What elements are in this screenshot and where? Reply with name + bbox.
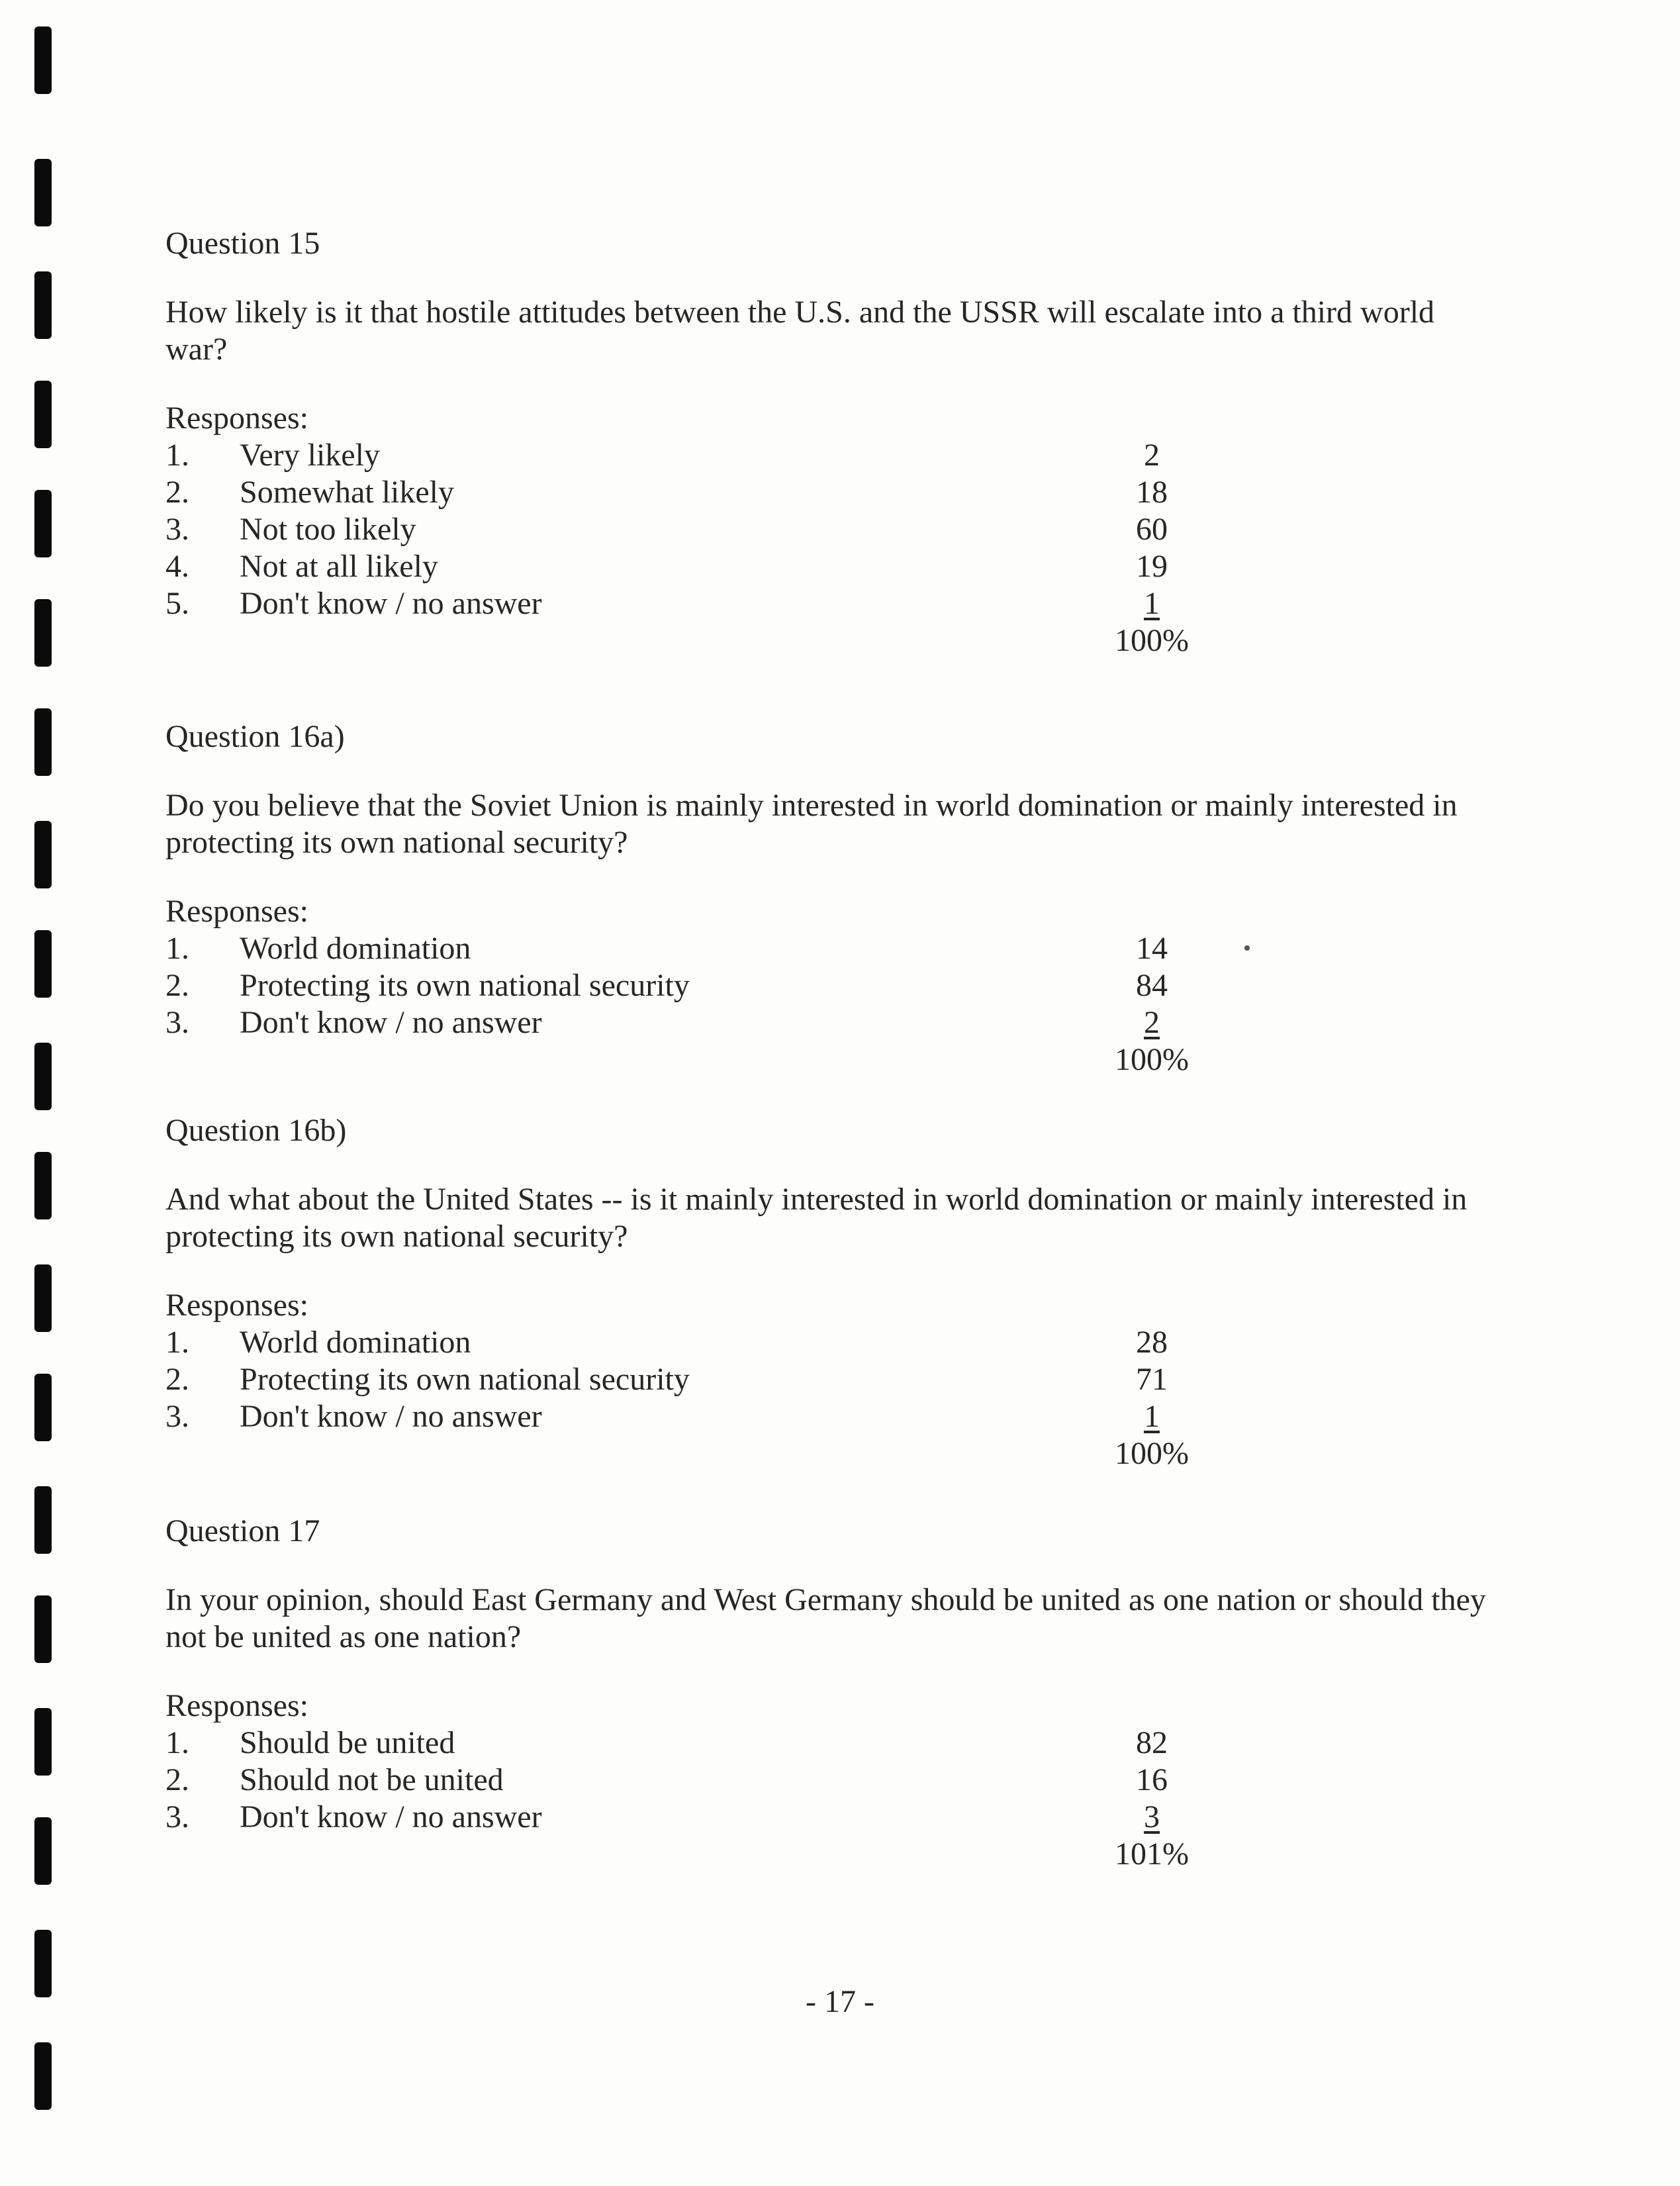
binder-hole: [34, 159, 52, 226]
response-percent: 1: [1144, 586, 1160, 621]
responses-label: Responses:: [165, 1688, 308, 1723]
response-number: 1.: [165, 438, 189, 473]
response-row: [165, 511, 1489, 548]
binder-holes: [34, 0, 61, 2186]
binder-hole: [34, 1264, 52, 1332]
binder-hole: [34, 1817, 52, 1885]
question-text: In your opinion, should East Germany and West Germany should be united as one nation or should they not be united as one nation?: [165, 1582, 1486, 1654]
binder-hole: [34, 821, 52, 888]
response-row: [165, 1398, 1489, 1435]
response-label: Protecting its own national security: [240, 968, 690, 1003]
response-percent: 84: [1136, 968, 1168, 1003]
response-percent: 2: [1144, 1005, 1160, 1040]
question-block: [165, 1112, 1489, 1472]
response-row: [165, 437, 1489, 474]
response-label: Don't know / no answer: [240, 1799, 542, 1834]
response-percent: 28: [1136, 1325, 1168, 1360]
response-row: [165, 474, 1489, 511]
response-row: [165, 1799, 1489, 1836]
response-row: [165, 1725, 1489, 1762]
binder-hole: [34, 1043, 52, 1110]
response-number: 3.: [165, 1799, 189, 1834]
response-row: [165, 967, 1489, 1004]
response-percent: 14: [1136, 931, 1168, 966]
response-percent: 3: [1144, 1799, 1160, 1834]
response-label: Somewhat likely: [240, 475, 454, 510]
total-row: [165, 622, 1489, 659]
responses-label: Responses:: [165, 894, 308, 929]
question-block: [165, 718, 1489, 1078]
response-label: World domination: [240, 1325, 471, 1360]
total-percent: 100%: [1115, 1436, 1189, 1471]
binder-hole: [34, 1152, 52, 1219]
response-number: 4.: [165, 549, 189, 584]
response-label: Don't know / no answer: [240, 1005, 542, 1040]
response-number: 3.: [165, 1399, 189, 1434]
responses-label: Responses:: [165, 1288, 308, 1323]
response-label: Not too likely: [240, 512, 416, 547]
response-percent: 60: [1136, 512, 1168, 547]
binder-hole: [34, 1486, 52, 1554]
response-percent: 19: [1136, 549, 1168, 584]
binder-hole: [34, 381, 52, 448]
response-number: 2.: [165, 1362, 189, 1397]
page-number: - 17 -: [806, 1984, 874, 2019]
total-percent: 100%: [1115, 623, 1189, 658]
question-text: Do you believe that the Soviet Union is mainly interested in world domination or mainly interested in protecting its own national security?: [165, 788, 1458, 860]
question-text: How likely is it that hostile attitudes between the U.S. and the USSR will escalate into a third world war?: [165, 295, 1435, 367]
response-label: Don't know / no answer: [240, 586, 542, 621]
response-label: Should not be united: [240, 1762, 504, 1797]
response-label: World domination: [240, 931, 471, 966]
question-block: [165, 225, 1489, 659]
response-label: Protecting its own national security: [240, 1362, 690, 1397]
total-row: [165, 1041, 1489, 1078]
binder-hole: [34, 930, 52, 998]
response-label: Should be united: [240, 1725, 455, 1760]
total-percent: 101%: [1115, 1836, 1189, 1872]
response-row: [165, 1324, 1489, 1361]
response-row: [165, 1762, 1489, 1799]
question-heading: Question 15: [165, 226, 320, 261]
response-number: 1.: [165, 1325, 189, 1360]
binder-hole: [34, 26, 52, 94]
response-percent: 16: [1136, 1762, 1168, 1797]
total-percent: 100%: [1115, 1042, 1189, 1077]
question-text: And what about the United States -- is it mainly interested in world domination or mainly interested in protecting its own national security?: [165, 1182, 1468, 1254]
response-row: [165, 1361, 1489, 1398]
response-number: 2.: [165, 1762, 189, 1797]
total-row: [165, 1836, 1489, 1873]
question-heading: Question 17: [165, 1513, 320, 1548]
question-heading: Question 16a): [165, 719, 345, 754]
binder-hole: [34, 490, 52, 557]
response-row: [165, 1004, 1489, 1041]
question-heading: Question 16b): [165, 1113, 347, 1148]
response-number: 2.: [165, 475, 189, 510]
response-number: 5.: [165, 586, 189, 621]
response-number: 1.: [165, 931, 189, 966]
response-number: 1.: [165, 1725, 189, 1760]
binder-hole: [34, 2042, 52, 2110]
response-row: [165, 930, 1489, 967]
response-percent: 2: [1144, 438, 1160, 473]
question-block: [165, 1513, 1489, 1873]
response-percent: 18: [1136, 475, 1168, 510]
binder-hole: [34, 271, 52, 339]
response-label: Very likely: [240, 438, 380, 473]
response-percent: 82: [1136, 1725, 1168, 1760]
binder-hole: [34, 1708, 52, 1776]
binder-hole: [34, 1595, 52, 1663]
response-row: [165, 585, 1489, 622]
response-row: [165, 548, 1489, 585]
response-label: Don't know / no answer: [240, 1399, 542, 1434]
responses-label: Responses:: [165, 401, 308, 436]
binder-hole: [34, 599, 52, 667]
total-row: [165, 1435, 1489, 1472]
binder-hole: [34, 708, 52, 776]
binder-hole: [34, 1374, 52, 1441]
response-number: 3.: [165, 1005, 189, 1040]
response-percent: 1: [1144, 1399, 1160, 1434]
response-number: 3.: [165, 512, 189, 547]
response-label: Not at all likely: [240, 549, 438, 584]
response-number: 2.: [165, 968, 189, 1003]
response-percent: 71: [1136, 1362, 1168, 1397]
